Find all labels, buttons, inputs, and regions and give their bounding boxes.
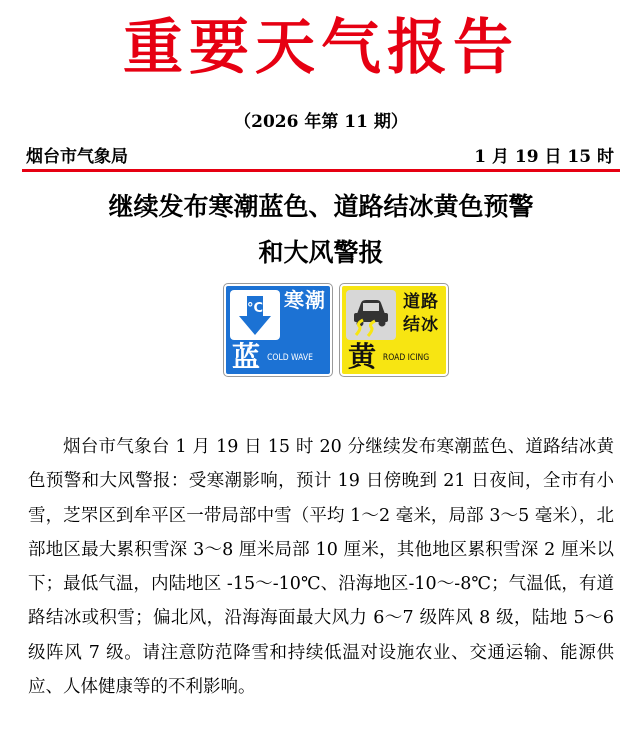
issue-datetime: 1 月 19 日 15 时: [474, 146, 614, 167]
headline-line-2: 和大风警报: [258, 238, 384, 267]
road-icing-label: 道路结冰: [403, 292, 439, 335]
cold-wave-level: 蓝: [231, 340, 260, 373]
dateline: [26, 140, 614, 168]
celsius-symbol: °C: [246, 301, 264, 316]
issue-number: （2026 年第 11 期）: [234, 112, 408, 132]
red-divider: [22, 169, 620, 172]
headline-line-1: 继续发布寒潮蓝色、道路结冰黄色预警: [108, 192, 534, 221]
warning-badges: [224, 284, 448, 376]
road-icing-english: ROAD ICING: [382, 353, 430, 363]
car-skidding-icon: [346, 290, 396, 340]
road-icing-level: 黄: [347, 340, 376, 373]
thermometer-down-arrow-icon: [230, 290, 280, 340]
report-body-paragraph: 烟台市气象台 1 月 19 日 15 时 20 分继续发布寒潮蓝色、道路结冰黄色预警和大风警报：受寒潮影响，预计 19 日傍晚到 21 日夜间，全市有小雪，芝罘区到牟平区一带局部中雪（平均 1～2 毫米，局部 3～5 毫米），北部地区最大累积雪深 3～8 厘米局部 10 厘米，其他地区累积雪深 2 厘米以下；最低气温，内陆地区 -15～-10℃、沿海地区-10～-8℃；气温低，有道路结冰或积雪；偏北风，沿海海面最大风力 6～7 级阵风 8 级，陆地 5～6 级阵风 7 级。请注意防范降雪和持续低温对设施农业、交通运输、能源供应、人体健康等的不利影响。: [28, 437, 614, 698]
cold-wave-label: 寒潮: [284, 288, 326, 312]
issuing-agency: 烟台市气象局: [26, 146, 128, 167]
road-icing-yellow-badge: [340, 284, 448, 376]
cold-wave-blue-badge: [224, 284, 332, 376]
report-masthead: 重要天气报告: [123, 13, 519, 83]
cold-wave-english: COLD WAVE: [267, 353, 313, 363]
